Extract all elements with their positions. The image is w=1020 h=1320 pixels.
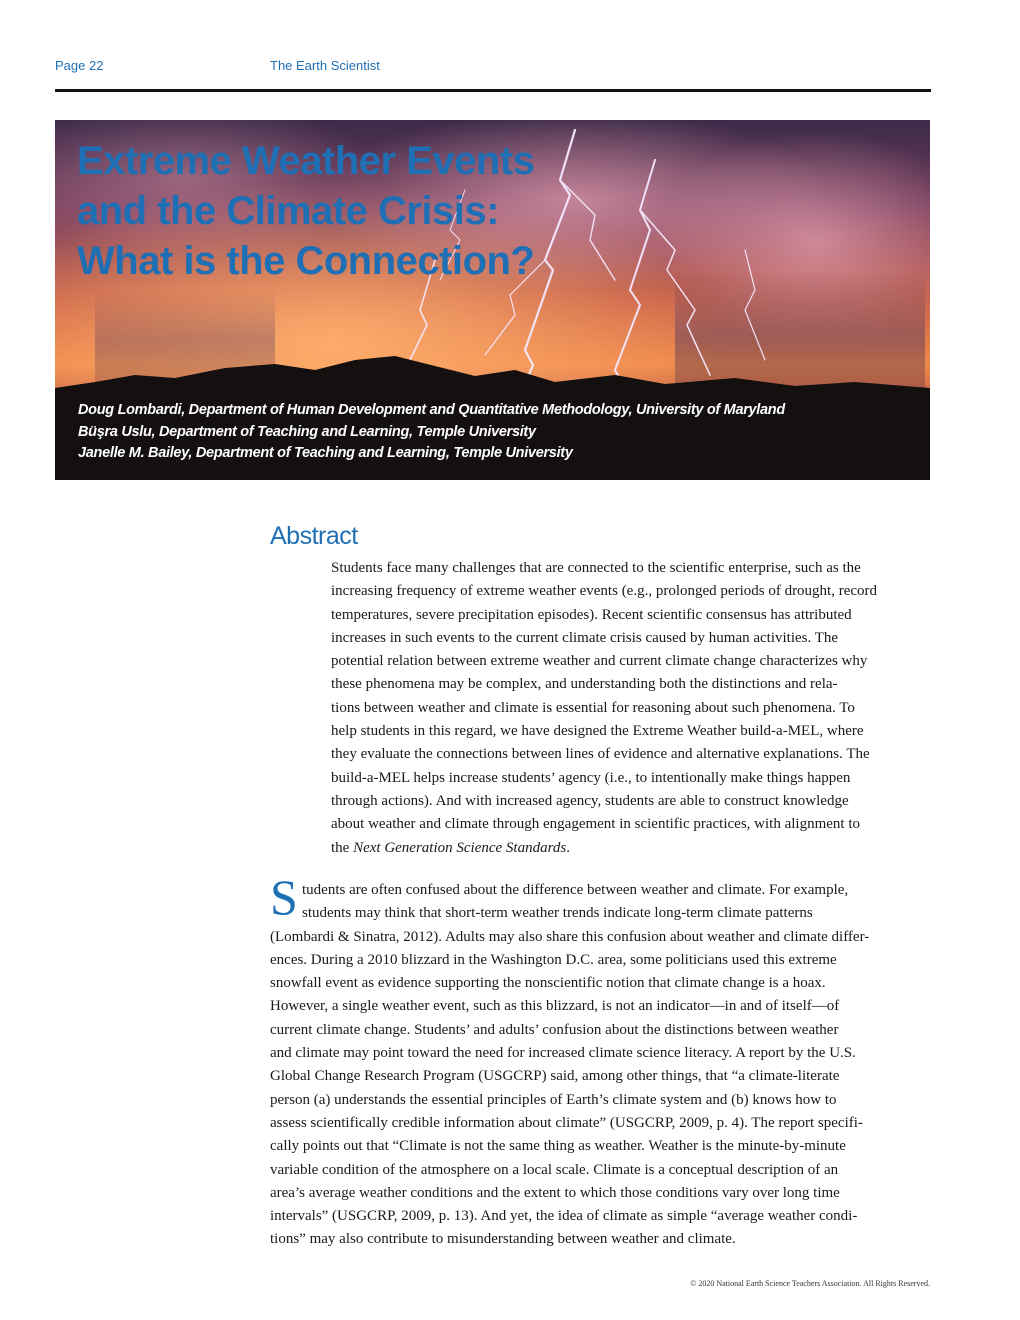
- drop-cap: S: [270, 869, 298, 925]
- abstract-line: temperatures, severe precipitation episodes). Recent scientific consensus has attributed: [331, 606, 852, 623]
- body-line: assess scientifically credible information about climate” (USGCRP, 2009, p. 4). The report specifi-: [270, 1114, 863, 1131]
- body-line: tudents are often confused about the difference between weather and climate. For example,: [302, 882, 849, 898]
- body-line: variable condition of the atmosphere on a local scale. Climate is a conceptual description of an: [270, 1161, 839, 1178]
- title-line: Extreme Weather Events: [77, 139, 535, 183]
- abstract-last-line: [331, 837, 931, 860]
- abstract-line: about weather and climate through engagement in scientific practices, with alignment to: [331, 816, 860, 833]
- abstract-line: increasing frequency of extreme weather events (e.g., prolonged periods of drought, record: [331, 583, 878, 600]
- body-line: and climate may point toward the need for increased climate science literacy. A report by the U.S.: [270, 1045, 856, 1062]
- body-line: current climate change. Students’ and adults’ confusion about the distinctions between weather: [270, 1021, 839, 1038]
- body-line: tions” may also contribute to misunderstanding between weather and climate.: [270, 1231, 736, 1248]
- body-line: intervals” (USGCRP, 2009, p. 13). And yet, the idea of climate as simple “average weather condi-: [270, 1208, 858, 1225]
- abstract-line: these phenomena may be complex, and understanding both the distinctions and rela-: [331, 676, 838, 693]
- article-title: [77, 136, 534, 286]
- body-line: students may think that short-term weather trends indicate long-term climate patterns: [302, 905, 813, 922]
- hero-banner: [55, 120, 930, 480]
- abstract-line: build-a-MEL helps increase students’ agency (i.e., to intentionally make things happen: [331, 769, 851, 786]
- abstract-heading: Abstract: [270, 522, 358, 550]
- body-line: However, a single weather event, such as this blizzard, is not an indicator—in and of itself—of: [270, 998, 840, 1015]
- body-line: ences. During a 2010 blizzard in the Washington D.C. area, some politicians used this extreme: [270, 951, 837, 968]
- title-line: and the Climate Crisis:: [77, 189, 499, 233]
- body-line: Global Change Research Program (USGCRP) said, among other things, that “a climate-literate: [270, 1068, 840, 1085]
- body-paragraph: [270, 879, 932, 1252]
- author-list: [78, 400, 785, 465]
- abstract-line: they evaluate the connections between lines of evidence and alternative explanations. The: [331, 746, 870, 763]
- abstract-line: tions between weather and climate is essential for reasoning about such phenomena. To: [331, 699, 855, 716]
- author-line: Janelle M. Bailey, Department of Teaching and Learning, Temple University: [78, 445, 573, 461]
- journal-title: The Earth Scientist: [270, 58, 380, 73]
- abstract-line: through actions). And with increased agency, students are able to construct knowledge: [331, 792, 849, 809]
- abstract-last-suffix: .: [566, 839, 570, 856]
- body-line: (Lombardi & Sinatra, 2012). Adults may also share this confusion about weather and climate differ-: [270, 928, 870, 945]
- abstract-last-prefix: the: [331, 839, 354, 856]
- abstract-line: help students in this regard, we have designed the Extreme Weather build-a-MEL, where: [331, 723, 864, 740]
- abstract-line: potential relation between extreme weather and current climate change characterizes why: [331, 653, 868, 670]
- author-line: Büşra Uslu, Department of Teaching and Learning, Temple University: [78, 423, 536, 440]
- copyright-notice: © 2020 National Earth Science Teachers Association. All Rights Reserved.: [690, 1279, 930, 1288]
- abstract-line: increases in such events to the current climate crisis caused by human activities. The: [331, 629, 839, 646]
- author-line: Doug Lombardi, Department of Human Development and Quantitative Methodology, University of Maryland: [78, 402, 785, 418]
- body-line: snowfall event as evidence supporting the nonscientific notion that climate change is a hoax.: [270, 975, 826, 992]
- page-number: Page 22: [55, 58, 104, 73]
- body-line: person (a) understands the essential principles of Earth’s climate system and (b) knows how to: [270, 1091, 837, 1108]
- title-line: What is the Connection?: [77, 239, 535, 283]
- body-line: area’s average weather conditions and the extent to which those conditions vary over long time: [270, 1184, 840, 1201]
- ngss-title: Next Generation Science Standards: [353, 839, 567, 856]
- body-line: cally points out that “Climate is not the same thing as weather. Weather is the minute-by-minute: [270, 1138, 846, 1155]
- running-head: [55, 58, 930, 76]
- header-rule: [55, 89, 931, 92]
- abstract-line: Students face many challenges that are connected to the scientific enterprise, such as the: [331, 560, 861, 576]
- abstract-text: [331, 557, 931, 860]
